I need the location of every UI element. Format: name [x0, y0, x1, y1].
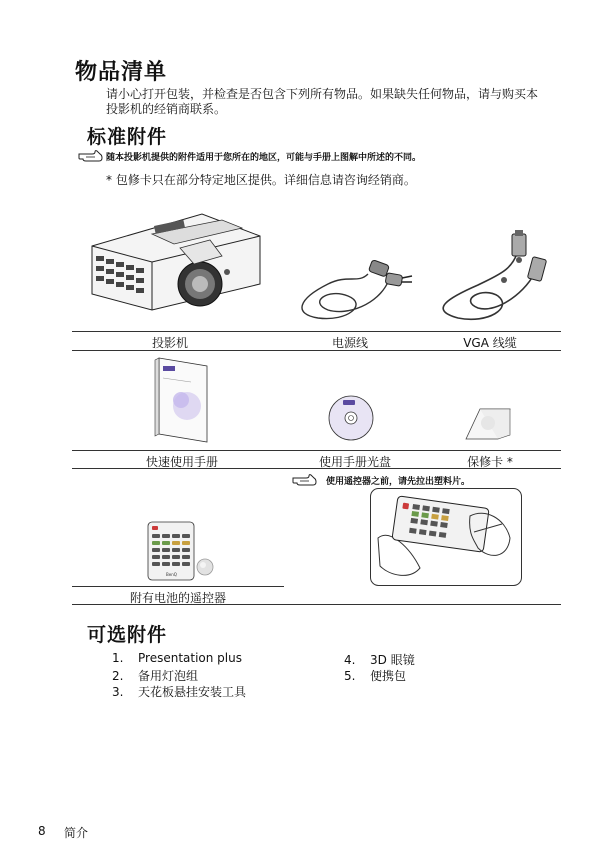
projector-illustration: [82, 206, 267, 314]
table-rule: [72, 450, 561, 451]
quick-start-label: 快速使用手册: [145, 455, 218, 469]
intro-text-line1: 请小心打开包装，并检查是否包含下列所有物品。如果缺失任何物品，请与购买本: [106, 87, 539, 101]
note-hand-icon: [292, 472, 318, 486]
quick-start-guide-illustration: [151, 354, 213, 444]
battery-illustration: [196, 558, 214, 576]
standard-note: 随本投影机提供的附件适用于您所在的地区，可能与手册上图解中所述的不同。: [106, 153, 422, 163]
warranty-card-label: 保修卡 *: [467, 455, 513, 469]
footer-section: 简介: [64, 826, 89, 840]
table-rule: [72, 331, 561, 332]
projector-label: 投影机: [151, 336, 188, 350]
warranty-card-illustration: [462, 405, 514, 441]
remote-control-illustration: [146, 520, 196, 582]
optional-accessories-heading: 可选附件: [87, 624, 168, 646]
vga-cable-illustration: [418, 230, 558, 325]
remote-note: 使用遥控器之前，请先拉出塑料片。: [326, 477, 471, 487]
manual-cd-illustration: [327, 394, 375, 442]
list-item: 4. 3D 眼镜: [344, 653, 415, 667]
vga-cable-label: VGA 线缆: [463, 336, 517, 350]
page-title: 物品清单: [75, 60, 168, 85]
remote-logo: BenQ: [166, 572, 177, 577]
table-rule: [72, 586, 284, 587]
manual-cd-label: 使用手册光盘: [318, 455, 391, 469]
remote-hands-illustration: [370, 488, 522, 586]
power-cord-label: 电源线: [331, 336, 368, 350]
power-cord-illustration: [288, 244, 418, 324]
list-item: 1. Presentation plus: [112, 651, 242, 665]
note-hand-icon: [78, 148, 104, 162]
list-item: 3. 天花板悬挂安装工具: [112, 685, 247, 699]
page-number: 8: [38, 824, 46, 838]
list-item: 5. 便携包: [344, 669, 407, 683]
remote-label: 附有电池的遥控器: [129, 591, 226, 605]
list-item: 2. 备用灯泡组: [112, 669, 199, 683]
warranty-note: * 包修卡只在部分特定地区提供。详细信息请咨询经销商。: [106, 173, 416, 187]
intro-text-line2: 投影机的经销商联系。: [106, 102, 227, 116]
standard-accessories-heading: 标准附件: [87, 126, 168, 148]
